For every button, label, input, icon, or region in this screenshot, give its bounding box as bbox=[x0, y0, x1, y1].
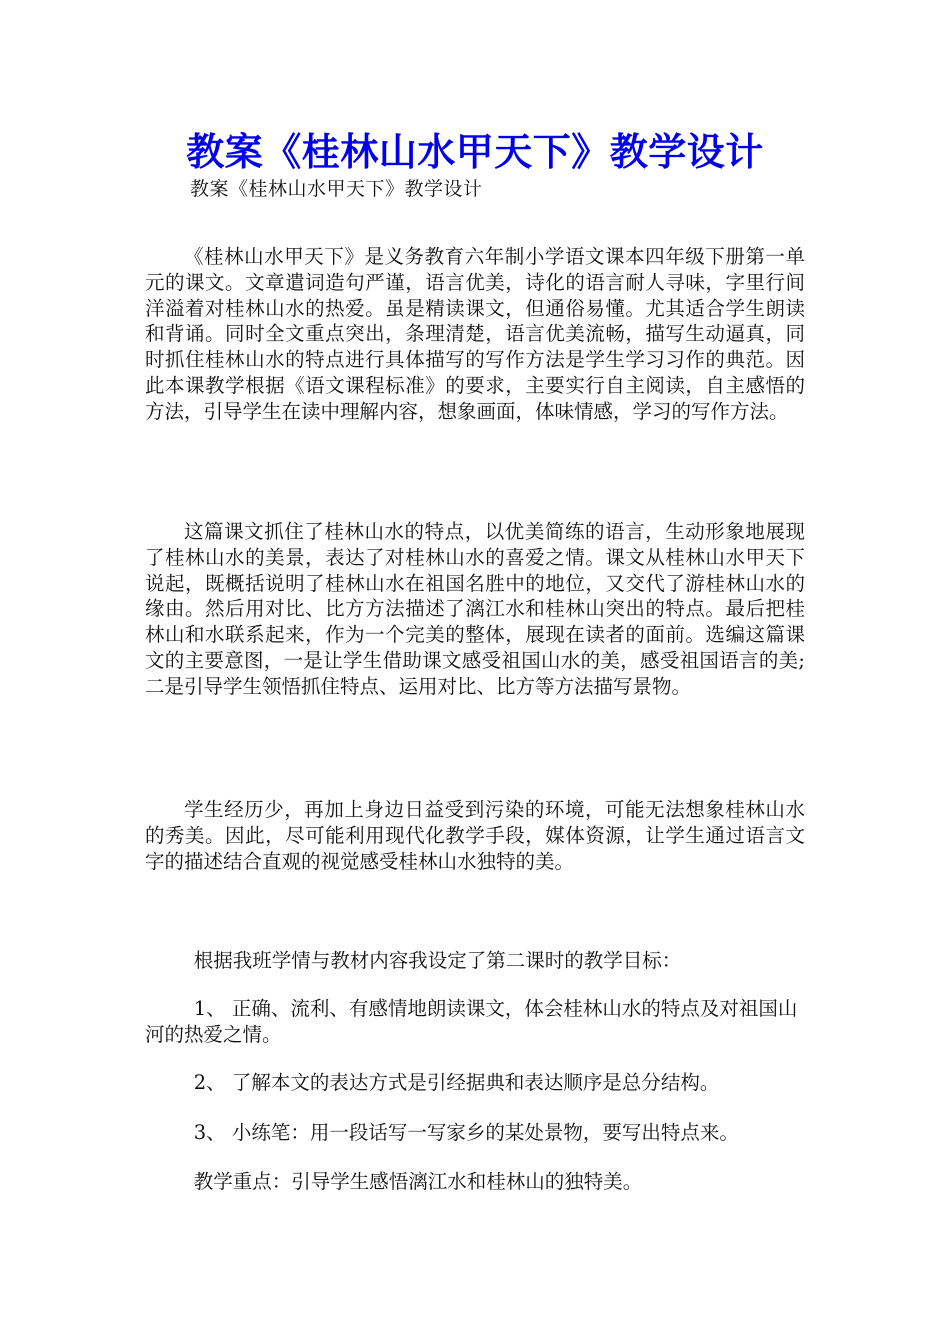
paragraph-intro: 《桂林山水甲天下》是义务教育六年制小学语文课本四年级下册第一单元的课文。文章遣词造句严谨，语言优美，诗化的语言耐人寻味，字里行间洋溢着对桂林山水的热爱。虽是精读课文，但通俗易懂。尤其适合学生朗读和背诵。同时全文重点突出，条理清楚，语言优美流畅，描写生动逼真，同时抓住桂林山水的特点进行具体描写的写作方法是学生学习习作的典范。因此本课教学根据《语文课程标准》的要求，主要实行自主阅读，自主感悟的方法，引导学生在读中理解内容，想象画面，体味情感，学习的写作方法。 bbox=[145, 245, 805, 423]
paragraph-students: 学生经历少，再加上身边日益受到污染的环境，可能无法想象桂林山水的秀美。因此，尽可能利用现代化教学手段，媒体资源，让学生通过语言文字的描述结合直观的视觉感受桂林山水独特的美。 bbox=[145, 798, 805, 873]
paragraph-analysis: 这篇课文抓住了桂林山水的特点，以优美简练的语言，生动形象地展现了桂林山水的美景，表达了对桂林山水的喜爱之情。课文从桂林山水甲天下说起，既概括说明了桂林山水在祖国名胜中的地位，又交代了游桂林山水的缘由。然后用对比、比方方法描述了漓江水和桂林山突出的特点。最后把桂林山和水联系起来，作为一个完美的整体，展现在读者的面前。选编这篇课文的主要意图，一是让学生借助课文感受祖国山水的美，感受祖国语言的美;二是引导学生领悟抓住特点、运用对比、比方等方法描写景物。 bbox=[145, 520, 805, 698]
goal-item: 3、 小练笔：用一段话写一写家乡的某处景物，要写出特点来。 bbox=[193, 1121, 739, 1144]
document-title: 教案《桂林山水甲天下》教学设计 bbox=[186, 130, 764, 174]
teaching-focus: 教学重点：引导学生感悟漓江水和桂林山的独特美。 bbox=[193, 1170, 643, 1193]
goals-intro: 根据我班学情与教材内容我设定了第二课时的教学目标： bbox=[193, 949, 682, 972]
goal-item: 2、 了解本文的表达方式是引经据典和表达顺序是总分结构。 bbox=[193, 1071, 720, 1094]
goal-item: 1、 正确、流利、有感情地朗读课文，体会桂林山水的特点及对祖国山河的热爱之情。 bbox=[145, 997, 798, 1046]
document-subtitle: 教案《桂林山水甲天下》教学设计 bbox=[190, 178, 483, 200]
